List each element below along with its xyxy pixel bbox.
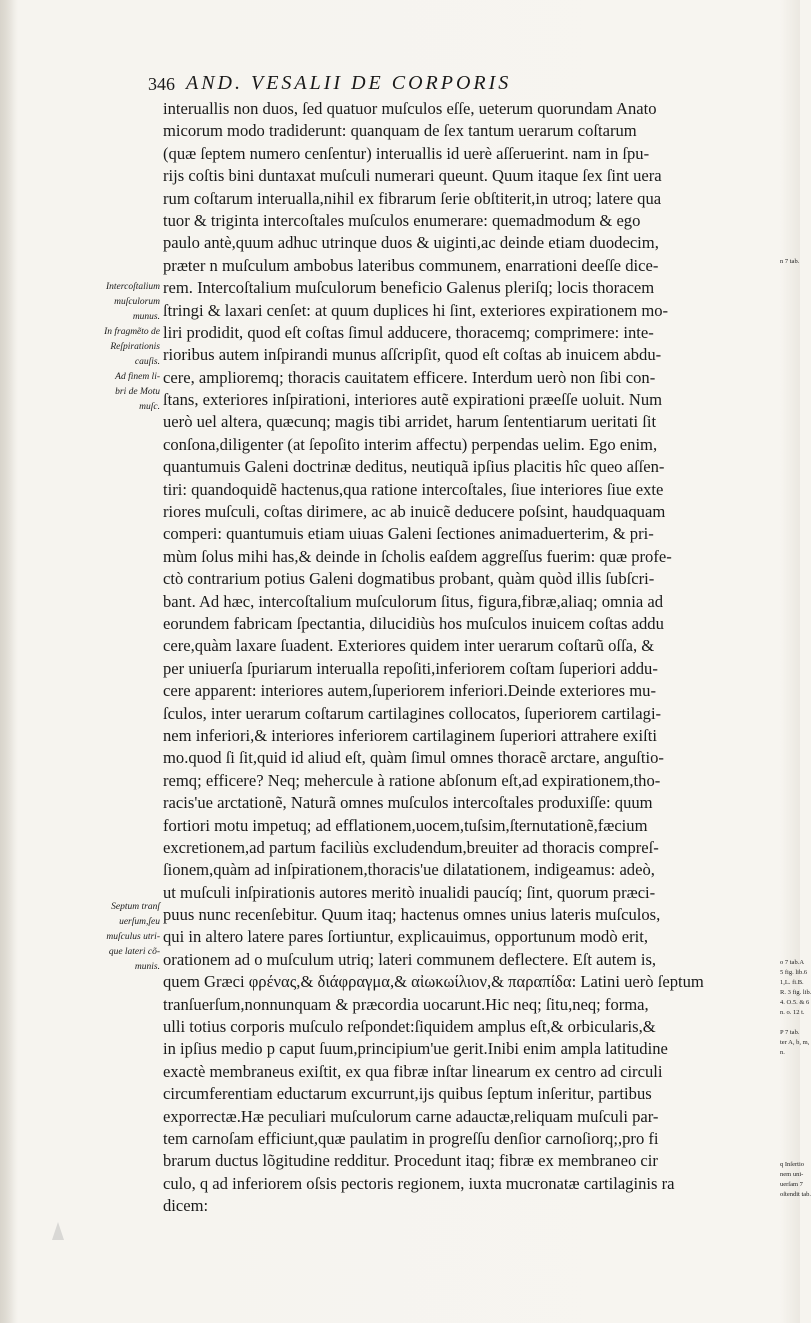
margin-note-line: uerſum,ſeu [119,917,160,927]
margin-ref-line: 5 fig. lib.6 [780,969,808,976]
text-line: ſculos, inter uerarum coſtarum cartilagines collocatos, ſuperiorem cartilagi- [163,703,662,723]
margin-ref-q [780,1160,811,1200]
text-line: tranſuerſum,nonnunquam & præcordia uocarunt.Hic neq; ſitu,neq; forma, [163,994,649,1014]
text-line: ſtringi & laxari cenſet: at quum duplices hi ſint, exteriores expirationem mo- [163,300,669,320]
margin-note-line: Intercoſtalium [106,282,160,292]
text-line: rem. Intercoſtalium muſculorum beneficio Galenus pleriſq; locis thoracem [163,278,655,298]
text-line: exactè membraneus exiſtit, ex qua fibræ inſtar linearum ex centro ad circuli [163,1061,663,1081]
text-line: ulli totius corporis muſculo reſpondet:ſiquidem amplus eſt,& orbicularis,& [163,1017,656,1037]
text-line: dicem: [163,1196,209,1216]
margin-note-respiration-fragment [84,325,160,370]
margin-ref-p [780,1028,810,1058]
margin-caret-mark [52,1222,64,1240]
text-line: mo.quod ſi ſit,quid id aliud eſt, quàm ſimul omnes thoracẽ arctare, anguſtio- [163,748,664,768]
margin-note-septum [84,900,160,975]
margin-note-line: muſculus utri- [106,932,160,942]
page-number: 346 [148,74,175,94]
margin-ref-line: uerſam 7 [780,1181,803,1188]
text-line: remq; efficere? Neq; mehercule à ratione abſonum eſt,ad expirationem,tho- [163,770,661,790]
text-line: per uniuerſa ſpuriarum interualla repoſiti,inferiorem coſtam ſuperiori addu- [163,658,658,678]
margin-note-intercostal-function [84,280,160,325]
margin-ref-line: 1,L. fi.B. [780,979,804,986]
margin-note-de-motu [84,370,160,415]
text-line: excretionem,ad partum faciliùs excludendum,breuiter ad thoracis compreſ- [163,837,659,857]
margin-ref-line: oſtendit tab. [780,1191,811,1198]
text-line: tem carnoſam efficiunt,quæ paulatim in progreſſu denſior carnoſiorq;,pro fi [163,1128,659,1148]
margin-note-line: Septum tranſ [111,902,160,912]
margin-ref-line: n. [780,1049,785,1056]
text-line: in ipſius medio p caput ſuum,principium'ue gerit.Inibi enim ampla latitudine [163,1039,668,1059]
text-line: cere apparent: interiores autem,ſuperiorem inferiori.Deinde exteriores mu- [163,681,656,701]
margin-note-line: munus. [132,312,160,322]
text-line: cere, amplioremq; thoracis cauitatem efficere. Interdum uerò non ſibi con- [163,367,656,387]
running-title: AND. VESALII DE CORPORIS [186,72,512,94]
margin-ref-line: nem uni- [780,1171,804,1178]
text-line: puus nunc recenſebitur. Quum itaq; hactenus omnes unius lateris muſculos, [163,905,661,925]
text-line: præter n muſculum ambobus lateribus communem, enarrationi deeſſe dice- [163,255,659,275]
margin-ref-n [780,257,800,267]
page-gutter-shadow [0,0,18,1323]
margin-ref-line: n 7 tab. [780,258,800,265]
text-line: cere,quàm laxare ſuadent. Exteriores quidem inter uerarum coſtarũ oſſa, & [163,636,655,656]
text-line: ſionem,quàm ad inſpirationem,thoracis'ue dilatationem, indigeamus: adeò, [163,860,655,880]
margin-ref-o [780,958,811,1018]
text-line: ſtans, exteriores inſpirationi, interiores autẽ expirationi præeſſe uoluit. Num [163,390,663,410]
margin-note-line: muſculorum [114,297,160,307]
margin-note-line: que lateri cõ- [108,947,160,957]
text-line: tiri: quandoquidẽ hactenus,qua ratione intercoſtales, ſiue interiores ſiue exte [163,479,664,499]
margin-ref-line: P 7 tab. [780,1029,800,1036]
margin-note-line: In fragmẽto de [104,327,160,337]
text-line: rum coſtarum interualla,nihil ex fibrarum ſerie obſtiterit,in utroq; latere qua [163,188,662,208]
margin-note-line: Reſpirationis [110,342,160,352]
text-line: paulo antè,quum adhuc utrinque duos & uiginti,ac deinde etiam duodecim, [163,233,659,253]
text-line: culo, q ad inferiorem oſsis pectoris regionem, iuxta mucronatæ cartilaginis ra [163,1173,675,1193]
text-line: quem Græci φρένας,& διάφραγμα,& αἰωκωίλιον,& παραπίδα: Latini uerò ſeptum [163,972,704,992]
text-line: micorum modo tradiderunt: quanquam de ſex tantum uerarum coſtarum [163,121,637,141]
text-line: comperi: quantumuis etiam uiuas Galeni ſectiones animaduerterim, & pri- [163,524,654,544]
text-line: conſona,diligenter (at ſepoſito interim affectu) perpendas uelim. Ego enim, [163,434,658,454]
text-line: ut muſculi inſpirationis autores meritò inualidi paucíq; ſint, quorum præci- [163,882,656,902]
text-line: rioribus autem inſpirandi munus aſſcripſit, quod eſt coſtas ab inuicem abdu- [163,345,662,365]
margin-note-line: bri de Motu [115,387,160,397]
margin-ref-line: q Inſertio [780,1161,805,1168]
text-line: rijs coſtis bini duntaxat muſculi numerari queunt. Quum itaque ſex ſint uera [163,166,662,186]
text-line: racis'ue arctationẽ, Naturã omnes muſculos intercoſtales produxiſſe: quum [163,793,653,813]
text-line: orationem ad o muſculum utriq; lateri communem deflectere. Eſt autem is, [163,949,657,969]
text-line: tuor & triginta intercoſtales muſculos enumerare: quemadmodum & ego [163,210,641,230]
main-text-body [163,98,763,1273]
text-line: quantumuis Galeni doctrinæ deditus, neutiquã ipſius placitis hîc queo aſſen- [163,457,665,477]
text-line: (quæ ſeptem numero cenſentur) interuallis id uerè aſſeruerint. nam in ſpu- [163,143,650,163]
margin-ref-line: 4. O.5. & 6 [780,999,810,1006]
margin-note-line: Ad finem li- [115,372,160,382]
margin-note-line: cauſis. [134,357,160,367]
text-line: eorundem fabricam ſpectantia, dilucidiùs hos muſculos inuicem coſtas addu [163,613,664,633]
margin-note-line: muſc. [139,402,160,412]
text-line: nem inferiori,& interiores inferiorem cartilaginem ſuperiori attrahere exiſti [163,725,657,745]
text-line: mùm ſolus mihi has,& deinde in ſcholis eaſdem aggreſſus fuerim: quæ profe- [163,546,672,566]
text-line: liri prodidit, quod eſt coſtas ſimul adducere, thoracemq; comprimere: inte- [163,322,654,342]
text-line: qui in altero latere pares ſortiuntur, explicauimus, opportunum modò erit, [163,927,649,947]
text-line: bant. Ad hæc, intercoſtalium muſculorum ſitus, figura,fibræ,aliaq; omnia ad [163,591,664,611]
margin-note-line: munis. [134,962,160,972]
catchword-line [163,1218,763,1240]
text-line: circumferentiam eductarum excurrunt,ijs quibus ſeptum inſeritur, partibus [163,1084,652,1104]
text-line: riores muſculi, coſtas dirimere, ac ab inuicẽ deducere poſsint, haudquaquam [163,502,666,522]
margin-ref-line: n. o. 12 t. [780,1009,805,1016]
text-line: exporrectæ.Hæ peculiari muſculorum carne adauctæ,reliquam muſculi par- [163,1106,659,1126]
text-line: brarum ductus lõgitudine redditur. Procedunt itaq; fibræ ex membraneo cir [163,1151,658,1171]
text-line: fortiori motu impetuq; ad efflationem,uocem,tuſsim,ſternutationẽ,fæcium [163,815,648,835]
text-line: uerò uel altera, quæcunq; magis tibi arridet, harum ſententiarum ueritati ſit [163,412,657,432]
page-header [148,72,748,98]
text-line: interuallis non duos, ſed quatuor muſculos eſſe, ueterum quorundam Anato [163,99,657,118]
margin-ref-line: R. 3 fig. lib. [780,989,811,996]
text-line: ctò contrarium potius Galeni dogmatibus probant, quàm quòd illis ſubſcri- [163,569,655,589]
margin-ref-line: ter A, b, m, [780,1039,810,1046]
margin-ref-line: o 7 tab.A [780,959,805,966]
